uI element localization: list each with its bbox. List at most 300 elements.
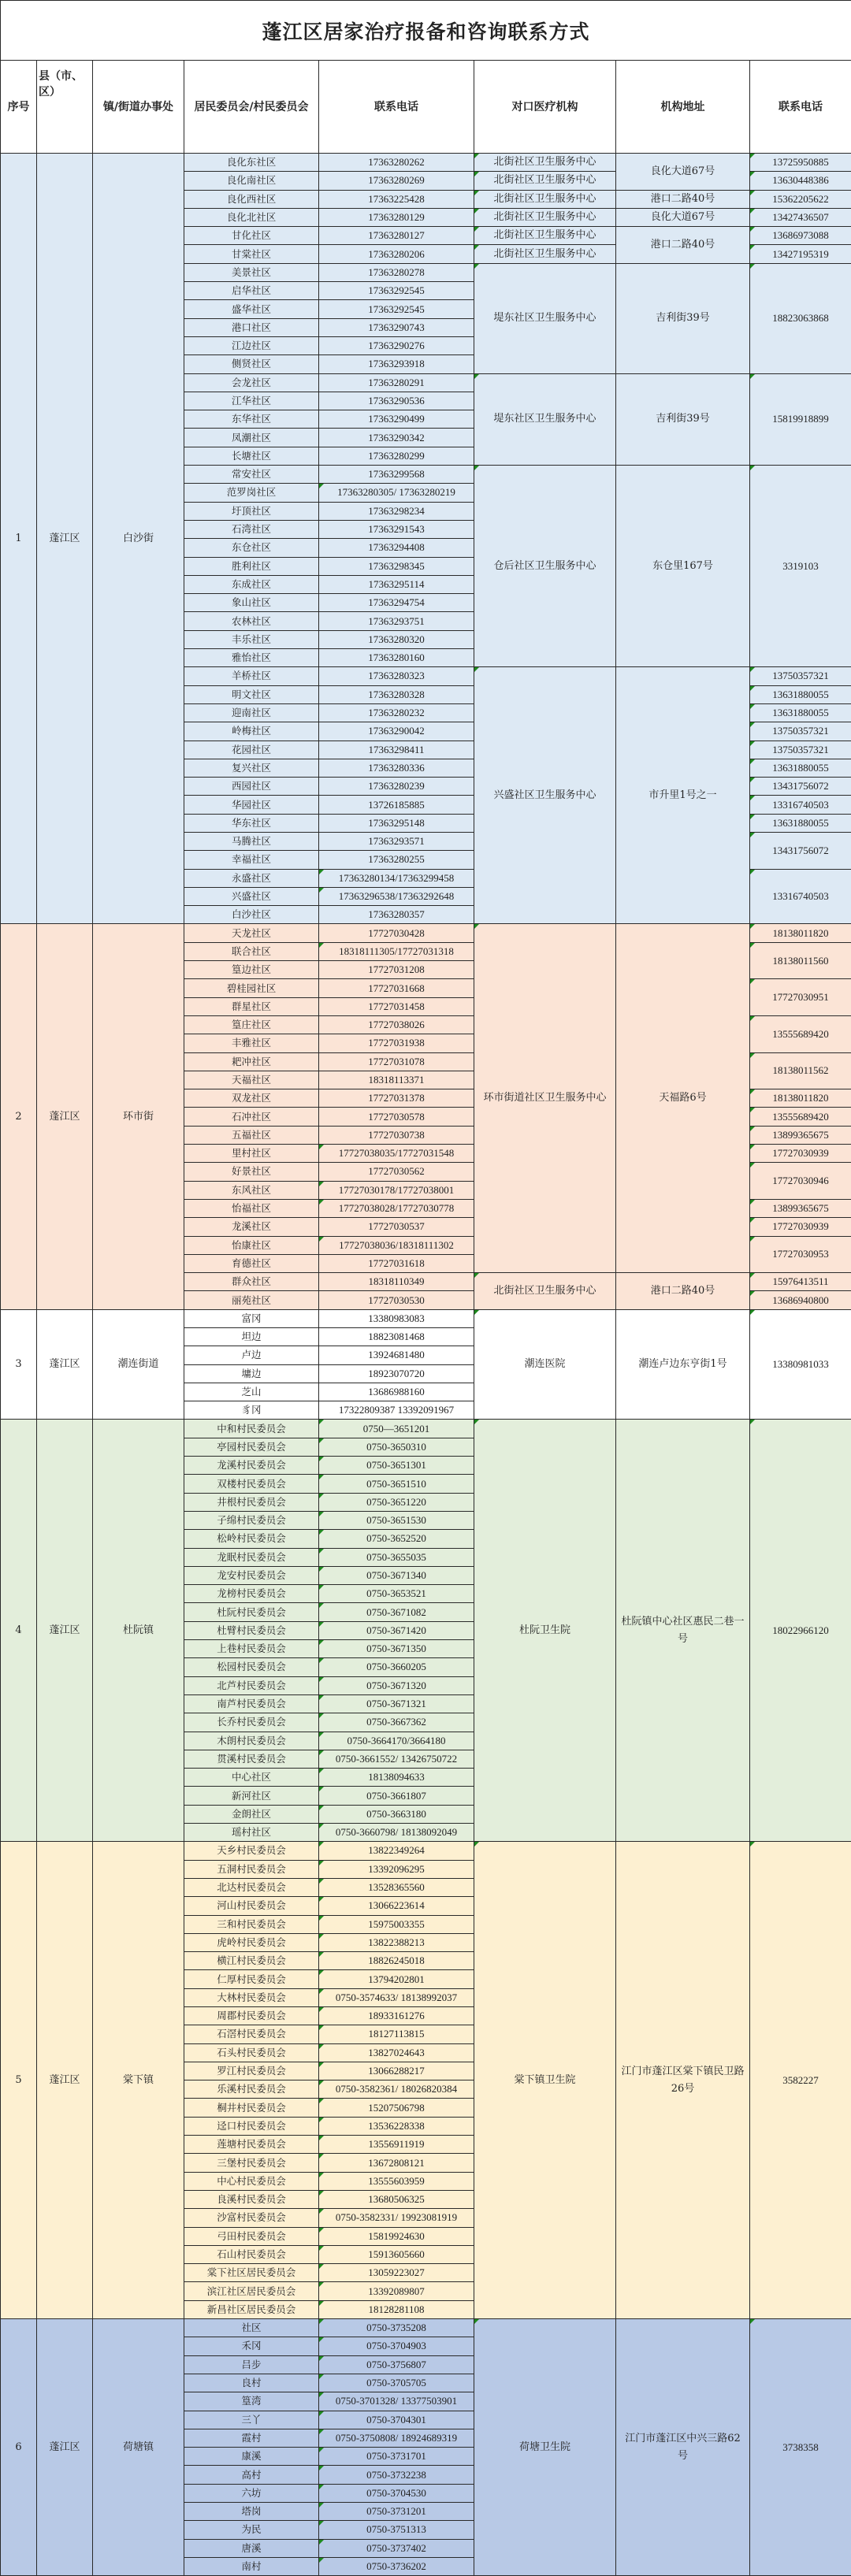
committee-phone: 13066288217 xyxy=(319,2062,474,2080)
committee-phone: 0750-3663180 xyxy=(319,1805,474,1823)
committee-name: 杜臂村民委员会 xyxy=(184,1621,319,1639)
committee-name: 康溪 xyxy=(184,2448,319,2466)
medical-institution: 仓后社区卫生服务中心 xyxy=(474,466,616,667)
committee-phone: 18318111305/17727031318 xyxy=(319,942,474,960)
committee-phone: 17363293751 xyxy=(319,612,474,630)
section-number: 4 xyxy=(1,1420,37,1842)
committee-phone: 15975003355 xyxy=(319,1915,474,1933)
committee-phone: 17727038026 xyxy=(319,1015,474,1034)
committee-phone: 0750-3735208 xyxy=(319,2319,474,2337)
committee-name: 良化东社区 xyxy=(184,154,319,172)
institution-phone: 17727030946 xyxy=(750,1163,851,1200)
committee-phone: 13059223027 xyxy=(319,2264,474,2282)
table-row xyxy=(1,154,851,172)
committee-phone: 17363292545 xyxy=(319,282,474,300)
table-row xyxy=(1,2319,851,2337)
committee-phone: 13528365560 xyxy=(319,1878,474,1896)
committee-name: 河山村民委员会 xyxy=(184,1897,319,1915)
committee-name: 为民 xyxy=(184,2521,319,2539)
section-number: 5 xyxy=(1,1842,37,2319)
institution-phone: 13380981033 xyxy=(750,1309,851,1420)
committee-name: 子绵村民委员会 xyxy=(184,1511,319,1529)
medical-institution: 环市街道社区卫生服务中心 xyxy=(474,924,616,1273)
committee-phone: 0750-3653521 xyxy=(319,1585,474,1603)
committee-phone: 17727031618 xyxy=(319,1254,474,1272)
header-institution: 对口医疗机构 xyxy=(474,61,616,154)
section-number: 6 xyxy=(1,2319,37,2576)
institution-address: 江门市蓬江区中兴三路62号 xyxy=(616,2319,750,2576)
committee-phone: 17322809387 13392091967 xyxy=(319,1401,474,1420)
committee-name: 幸福社区 xyxy=(184,851,319,869)
section-number: 3 xyxy=(1,1309,37,1420)
header-address: 机构地址 xyxy=(616,61,750,154)
committee-phone: 13555603959 xyxy=(319,2172,474,2190)
committee-name: 明文社区 xyxy=(184,685,319,703)
committee-phone: 13827024643 xyxy=(319,2043,474,2062)
committee-name: 东风社区 xyxy=(184,1181,319,1199)
committee-phone: 13392089807 xyxy=(319,2282,474,2300)
committee-phone: 15819924630 xyxy=(319,2227,474,2245)
committee-phone: 0750-3582331/ 19923081919 xyxy=(319,2209,474,2227)
committee-name: 羊桥社区 xyxy=(184,667,319,685)
committee-name: 社区 xyxy=(184,2319,319,2337)
committee-name: 永盛社区 xyxy=(184,869,319,887)
committee-name: 周郡村民委员会 xyxy=(184,2006,319,2025)
committee-name: 墉边 xyxy=(184,1364,319,1383)
committee-phone: 17363280299 xyxy=(319,447,474,465)
committee-phone: 17363280262 xyxy=(319,154,474,172)
committee-name: 横江村民委员会 xyxy=(184,1952,319,1970)
committee-phone: 17727031078 xyxy=(319,1052,474,1071)
committee-phone: 0750-3651510 xyxy=(319,1475,474,1493)
header-inst-phone: 联系电话 xyxy=(750,61,851,154)
committee-name: 龙眠村民委员会 xyxy=(184,1548,319,1566)
committee-phone: 0750-3655035 xyxy=(319,1548,474,1566)
committee-phone: 18823081468 xyxy=(319,1328,474,1346)
committee-phone: 17363298345 xyxy=(319,557,474,575)
committee-name: 豸冈 xyxy=(184,1401,319,1420)
committee-phone: 17727031668 xyxy=(319,979,474,997)
committee-phone: 0750-3704530 xyxy=(319,2484,474,2502)
committee-name: 石滘村民委员会 xyxy=(184,2025,319,2043)
committee-phone: 13822349264 xyxy=(319,1842,474,1860)
committee-phone: 0750-3731201 xyxy=(319,2503,474,2521)
committee-name: 丰雅社区 xyxy=(184,1034,319,1052)
institution-phone: 13899365675 xyxy=(750,1126,851,1144)
committee-name: 亭园村民委员会 xyxy=(184,1438,319,1456)
committee-name: 丰乐社区 xyxy=(184,630,319,648)
institution-phone: 18138011562 xyxy=(750,1052,851,1089)
committee-phone: 13392096295 xyxy=(319,1860,474,1878)
county-name: 蓬江区 xyxy=(37,924,93,1309)
header-county: 县（市、区） xyxy=(37,61,93,154)
institution-phone: 18138011560 xyxy=(750,942,851,979)
institution-phone: 13725950885 xyxy=(750,154,851,172)
committee-phone: 18138094633 xyxy=(319,1769,474,1787)
committee-phone: 0750-3704903 xyxy=(319,2337,474,2355)
committee-name: 双楼村民委员会 xyxy=(184,1475,319,1493)
committee-phone: 17363280278 xyxy=(319,263,474,281)
committee-phone: 0750-3671320 xyxy=(319,1676,474,1694)
committee-phone: 17727031208 xyxy=(319,961,474,979)
medical-institution: 北街社区卫生服务中心 xyxy=(474,172,616,190)
committee-name: 滨江社区居民委员会 xyxy=(184,2282,319,2300)
committee-phone: 17727030562 xyxy=(319,1163,474,1181)
committee-phone: 17727030530 xyxy=(319,1291,474,1309)
institution-phone: 17727030939 xyxy=(750,1145,851,1163)
institution-phone: 13631880055 xyxy=(750,814,851,832)
committee-name: 瑶村社区 xyxy=(184,1824,319,1842)
committee-phone: 17363280320 xyxy=(319,630,474,648)
committee-name: 新河社区 xyxy=(184,1787,319,1805)
medical-institution: 棠下镇卫生院 xyxy=(474,1842,616,2319)
committee-name: 迎南社区 xyxy=(184,703,319,722)
committee-name: 江边社区 xyxy=(184,336,319,354)
table-row xyxy=(1,924,851,942)
institution-phone: 13316740503 xyxy=(750,796,851,814)
institution-phone: 13686940800 xyxy=(750,1291,851,1309)
committee-name: 双龙社区 xyxy=(184,1089,319,1108)
committee-name: 唐溪 xyxy=(184,2539,319,2557)
committee-phone: 0750-3671350 xyxy=(319,1640,474,1658)
committee-name: 怡福社区 xyxy=(184,1199,319,1217)
committee-name: 霞村 xyxy=(184,2429,319,2447)
committee-name: 天乡村民委员会 xyxy=(184,1842,319,1860)
committee-phone: 0750-3750808/ 18924689319 xyxy=(319,2429,474,2447)
town-name: 潮连街道 xyxy=(93,1309,184,1420)
committee-phone: 17727038036/18318111302 xyxy=(319,1236,474,1254)
committee-name: 石山村民委员会 xyxy=(184,2245,319,2263)
committee-name: 良化西社区 xyxy=(184,190,319,208)
committee-name: 大林村民委员会 xyxy=(184,1988,319,2006)
institution-address: 港口二路40号 xyxy=(616,1273,750,1310)
committee-name: 三丫 xyxy=(184,2411,319,2429)
committee-name: 罗江村民委员会 xyxy=(184,2062,319,2080)
committee-name: 好景社区 xyxy=(184,1163,319,1181)
committee-phone: 17363280239 xyxy=(319,778,474,796)
committee-phone: 18826245018 xyxy=(319,1952,474,1970)
committee-phone: 17363280336 xyxy=(319,759,474,777)
committee-name: 五福社区 xyxy=(184,1126,319,1144)
committee-name: 群星社区 xyxy=(184,997,319,1015)
town-name: 荷塘镇 xyxy=(93,2319,184,2576)
institution-phone: 3738358 xyxy=(750,2319,851,2576)
medical-institution: 杜阮卫生院 xyxy=(474,1420,616,1842)
committee-name: 高村 xyxy=(184,2466,319,2484)
medical-institution: 潮连医院 xyxy=(474,1309,616,1420)
town-name: 环市街 xyxy=(93,924,184,1309)
committee-name: 盛华社区 xyxy=(184,300,319,318)
institution-phone: 13630448386 xyxy=(750,172,851,190)
committee-name: 石头村民委员会 xyxy=(184,2043,319,2062)
table-row xyxy=(1,1842,851,1860)
committee-name: 象山社区 xyxy=(184,594,319,612)
committee-phone: 15913605660 xyxy=(319,2245,474,2263)
committee-name: 贯溪村民委员会 xyxy=(184,1750,319,1768)
town-name: 白沙街 xyxy=(93,154,184,924)
committee-name: 东成社区 xyxy=(184,575,319,593)
committee-phone: 17363292545 xyxy=(319,300,474,318)
header-committee: 居民委员会/村民委员会 xyxy=(184,61,319,154)
committee-phone: 17727030578 xyxy=(319,1108,474,1126)
committee-phone: 17363293918 xyxy=(319,355,474,373)
committee-name: 东仓社区 xyxy=(184,539,319,557)
committee-name: 农林社区 xyxy=(184,612,319,630)
committee-phone: 17363298234 xyxy=(319,502,474,520)
institution-phone: 13631880055 xyxy=(750,759,851,777)
institution-phone: 13316740503 xyxy=(750,869,851,924)
section-number: 2 xyxy=(1,924,37,1309)
committee-phone: 17727038028/17727030778 xyxy=(319,1199,474,1217)
committee-name: 沙富村民委员会 xyxy=(184,2209,319,2227)
committee-name: 中心村民委员会 xyxy=(184,2172,319,2190)
committee-name: 禾冈 xyxy=(184,2337,319,2355)
committee-name: 迳口村民委员会 xyxy=(184,2117,319,2135)
committee-name: 天龙社区 xyxy=(184,924,319,942)
committee-name: 龙溪社区 xyxy=(184,1218,319,1236)
committee-name: 井根村民委员会 xyxy=(184,1493,319,1511)
header-no: 序号 xyxy=(1,61,37,154)
institution-phone: 17727030951 xyxy=(750,979,851,1016)
committee-name: 中和村民委员会 xyxy=(184,1420,319,1438)
committee-phone: 0750—3651201 xyxy=(319,1420,474,1438)
committee-phone: 17363299568 xyxy=(319,466,474,484)
committee-name: 弓田村民委员会 xyxy=(184,2227,319,2245)
committee-name: 金朗社区 xyxy=(184,1805,319,1823)
committee-phone: 13556911919 xyxy=(319,2136,474,2154)
committee-name: 群众社区 xyxy=(184,1273,319,1291)
committee-name: 三和村民委员会 xyxy=(184,1915,319,1933)
committee-phone: 13686988160 xyxy=(319,1383,474,1401)
committee-name: 卢边 xyxy=(184,1346,319,1364)
town-name: 杜阮镇 xyxy=(93,1420,184,1842)
institution-phone: 13427436507 xyxy=(750,208,851,226)
committee-phone: 13822388213 xyxy=(319,1933,474,1951)
committee-phone: 0750-3731701 xyxy=(319,2448,474,2466)
institution-phone: 13427195319 xyxy=(750,245,851,263)
institution-address: 天福路6号 xyxy=(616,924,750,1273)
medical-institution: 北街社区卫生服务中心 xyxy=(474,227,616,245)
committee-name: 雅怡社区 xyxy=(184,649,319,667)
header-town: 镇/街道办事处 xyxy=(93,61,184,154)
institution-address: 港口二路40号 xyxy=(616,190,750,208)
committee-name: 会龙社区 xyxy=(184,373,319,392)
committee-name: 龙溪村民委员会 xyxy=(184,1457,319,1475)
committee-phone: 0750-3651220 xyxy=(319,1493,474,1511)
table-row xyxy=(1,1309,851,1327)
committee-name: 石冲社区 xyxy=(184,1108,319,1126)
committee-phone: 18128281108 xyxy=(319,2300,474,2318)
committee-phone: 13794202801 xyxy=(319,1970,474,1988)
committee-name: 常安社区 xyxy=(184,466,319,484)
committee-phone: 18318110349 xyxy=(319,1273,474,1291)
committee-name: 花园社区 xyxy=(184,741,319,759)
committee-phone: 0750-3574633/ 18138992037 xyxy=(319,1988,474,2006)
committee-name: 华园社区 xyxy=(184,796,319,814)
committee-name: 芝山 xyxy=(184,1383,319,1401)
committee-phone: 0750-3664170/3664180 xyxy=(319,1732,474,1750)
committee-phone: 17363290042 xyxy=(319,722,474,741)
committee-name: 联合社区 xyxy=(184,942,319,960)
committee-name: 长乔村民委员会 xyxy=(184,1713,319,1732)
committee-phone: 0750-3751313 xyxy=(319,2521,474,2539)
table-row xyxy=(1,1420,851,1438)
committee-phone: 17727030738 xyxy=(319,1126,474,1144)
committee-phone: 0750-3660205 xyxy=(319,1658,474,1676)
institution-phone: 15362205622 xyxy=(750,190,851,208)
committee-phone: 17727038035/17727031548 xyxy=(319,1145,474,1163)
committee-phone: 17363298411 xyxy=(319,741,474,759)
medical-institution: 北街社区卫生服务中心 xyxy=(474,154,616,172)
committee-name: 侧贤社区 xyxy=(184,355,319,373)
committee-name: 甘化社区 xyxy=(184,227,319,245)
committee-phone: 13924681480 xyxy=(319,1346,474,1364)
committee-name: 启华社区 xyxy=(184,282,319,300)
committee-name: 篁边社区 xyxy=(184,961,319,979)
committee-phone: 17363295148 xyxy=(319,814,474,832)
committee-phone: 0750-3667362 xyxy=(319,1713,474,1732)
committee-name: 龙榜村民委员会 xyxy=(184,1585,319,1603)
institution-phone: 13750357321 xyxy=(750,667,851,685)
committee-name: 范罗岗社区 xyxy=(184,484,319,502)
committee-phone: 17363293571 xyxy=(319,832,474,850)
committee-name: 莲塘村民委员会 xyxy=(184,2136,319,2154)
committee-name: 美景社区 xyxy=(184,263,319,281)
committee-phone: 18318113371 xyxy=(319,1071,474,1089)
institution-address: 杜阮镇中心社区惠民二巷一号 xyxy=(616,1420,750,1842)
committee-name: 白沙社区 xyxy=(184,906,319,924)
committee-name: 良化南社区 xyxy=(184,172,319,190)
committee-phone: 17363225428 xyxy=(319,190,474,208)
committee-name: 耙冲社区 xyxy=(184,1052,319,1071)
committee-name: 港口社区 xyxy=(184,318,319,336)
committee-phone: 17727030178/17727038001 xyxy=(319,1181,474,1199)
committee-phone: 17363280323 xyxy=(319,667,474,685)
committee-phone: 13536228338 xyxy=(319,2117,474,2135)
committee-name: 中心社区 xyxy=(184,1769,319,1787)
committee-name: 良村 xyxy=(184,2374,319,2392)
medical-institution: 兴盛社区卫生服务中心 xyxy=(474,667,616,924)
institution-phone: 13750357321 xyxy=(750,741,851,759)
medical-institution: 北街社区卫生服务中心 xyxy=(474,208,616,226)
committee-phone: 17363280232 xyxy=(319,703,474,722)
committee-phone: 17363290743 xyxy=(319,318,474,336)
committee-phone: 17363290276 xyxy=(319,336,474,354)
committee-phone: 0750-3671082 xyxy=(319,1603,474,1621)
institution-address: 吉利街39号 xyxy=(616,263,750,373)
committee-phone: 0750-3671340 xyxy=(319,1566,474,1584)
medical-institution: 北街社区卫生服务中心 xyxy=(474,245,616,263)
committee-name: 华东社区 xyxy=(184,814,319,832)
committee-name: 桐井村民委员会 xyxy=(184,2099,319,2117)
committee-name: 复兴社区 xyxy=(184,759,319,777)
committee-name: 富冈 xyxy=(184,1309,319,1327)
committee-name: 三堡村民委员会 xyxy=(184,2154,319,2172)
committee-phone: 17363280160 xyxy=(319,649,474,667)
committee-name: 塔岗 xyxy=(184,2503,319,2521)
committee-phone: 17363280328 xyxy=(319,685,474,703)
committee-phone: 0750-3661807 xyxy=(319,1787,474,1805)
institution-address: 良化大道67号 xyxy=(616,208,750,226)
medical-institution: 堤东社区卫生服务中心 xyxy=(474,373,616,465)
committee-phone: 0750-3651530 xyxy=(319,1511,474,1529)
committee-phone: 17363280357 xyxy=(319,906,474,924)
medical-institution: 北街社区卫生服务中心 xyxy=(474,1273,616,1310)
committee-name: 六坊 xyxy=(184,2484,319,2502)
committee-phone: 17727031458 xyxy=(319,997,474,1015)
committee-name: 乐溪村民委员会 xyxy=(184,2080,319,2099)
committee-name: 东华社区 xyxy=(184,410,319,429)
committee-name: 里村社区 xyxy=(184,1145,319,1163)
institution-phone: 3319103 xyxy=(750,466,851,667)
committee-phone: 0750-3732238 xyxy=(319,2466,474,2484)
town-name: 棠下镇 xyxy=(93,1842,184,2319)
institution-phone: 13631880055 xyxy=(750,685,851,703)
committee-phone: 0750-3736202 xyxy=(319,2557,474,2575)
table-body xyxy=(1,154,851,2576)
county-name: 蓬江区 xyxy=(37,1842,93,2319)
committee-name: 育德社区 xyxy=(184,1254,319,1272)
medical-institution: 荷塘卫生院 xyxy=(474,2319,616,2576)
institution-address: 市升里1号之一 xyxy=(616,667,750,924)
committee-name: 上巷村民委员会 xyxy=(184,1640,319,1658)
committee-phone: 18933161276 xyxy=(319,2006,474,2025)
institution-address: 吉利街39号 xyxy=(616,373,750,465)
institution-phone: 18138011820 xyxy=(750,1089,851,1108)
committee-phone: 0750-3756807 xyxy=(319,2355,474,2374)
county-name: 蓬江区 xyxy=(37,154,93,924)
committee-name: 岭梅社区 xyxy=(184,722,319,741)
committee-phone: 0750-3671321 xyxy=(319,1694,474,1713)
committee-name: 龙安村民委员会 xyxy=(184,1566,319,1584)
committee-name: 圩顶社区 xyxy=(184,502,319,520)
institution-address: 良化大道67号 xyxy=(616,154,750,191)
committee-phone: 17363290499 xyxy=(319,410,474,429)
committee-name: 甘棠社区 xyxy=(184,245,319,263)
committee-name: 天福社区 xyxy=(184,1071,319,1089)
county-name: 蓬江区 xyxy=(37,1309,93,1420)
committee-phone: 17363290342 xyxy=(319,429,474,447)
medical-institution: 堤东社区卫生服务中心 xyxy=(474,263,616,373)
committee-name: 棠下社区居民委员会 xyxy=(184,2264,319,2282)
committee-phone: 0750-3582361/ 18026820384 xyxy=(319,2080,474,2099)
header-row xyxy=(1,61,851,154)
committee-name: 松岭村民委员会 xyxy=(184,1530,319,1548)
county-name: 蓬江区 xyxy=(37,1420,93,1842)
committee-name: 凤潮社区 xyxy=(184,429,319,447)
committee-phone: 17363294754 xyxy=(319,594,474,612)
section-number: 1 xyxy=(1,154,37,924)
institution-phone: 13686973088 xyxy=(750,227,851,245)
institution-phone: 13431756072 xyxy=(750,778,851,796)
committee-phone: 0750-3671420 xyxy=(319,1621,474,1639)
institution-phone: 15976413511 xyxy=(750,1273,851,1291)
committee-phone: 17363280255 xyxy=(319,851,474,869)
committee-phone: 0750-3701328/ 13377503901 xyxy=(319,2392,474,2411)
committee-phone: 13672808121 xyxy=(319,2154,474,2172)
committee-phone: 13680506325 xyxy=(319,2190,474,2208)
committee-phone: 0750-3651301 xyxy=(319,1457,474,1475)
committee-phone: 13726185885 xyxy=(319,796,474,814)
county-name: 蓬江区 xyxy=(37,2319,93,2576)
committee-phone: 17363280269 xyxy=(319,172,474,190)
committee-name: 胜利社区 xyxy=(184,557,319,575)
institution-phone: 13750357321 xyxy=(750,722,851,741)
committee-phone: 17727030428 xyxy=(319,924,474,942)
institution-address: 东仓里167号 xyxy=(616,466,750,667)
institution-address: 江门市蓬江区棠下镇民卫路26号 xyxy=(616,1842,750,2319)
committee-name: 木朗村民委员会 xyxy=(184,1732,319,1750)
